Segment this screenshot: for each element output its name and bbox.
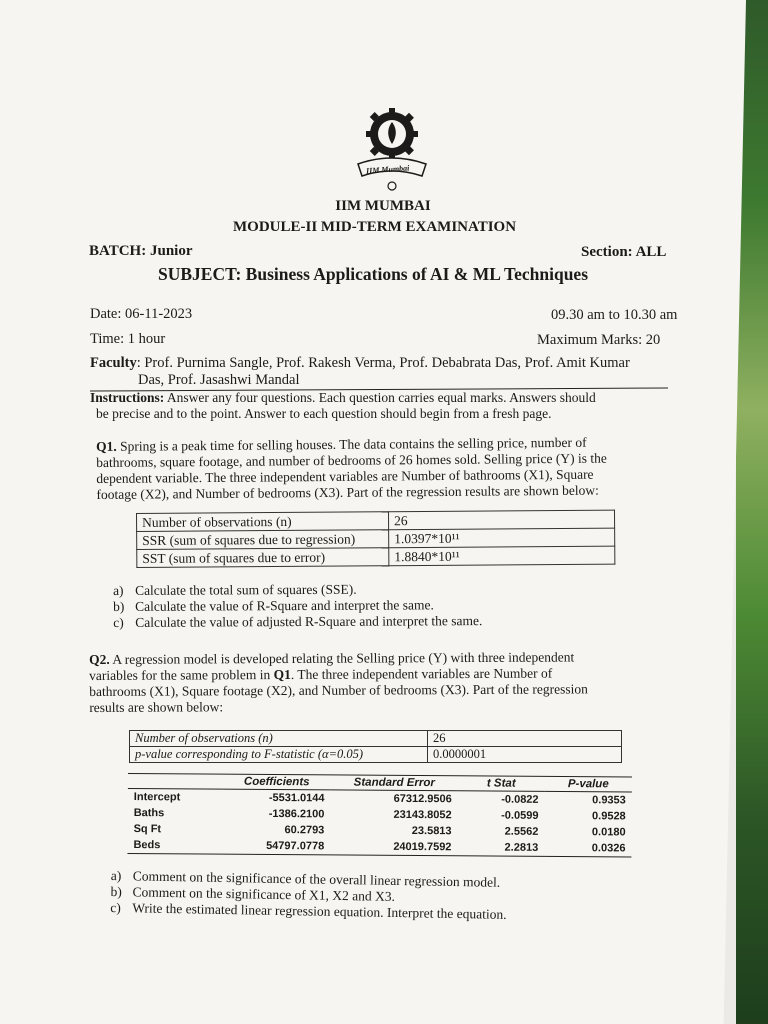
table-row: p-value corresponding to F-statistic (α=0.05) 0.0000001 — [130, 747, 622, 763]
batch-label: BATCH: Junior — [89, 243, 193, 259]
institute-name: IIM MUMBAI — [335, 198, 431, 214]
faculty-names-1: : Prof. Purnima Sangle, Prof. Rakesh Verma, Prof. Debabrata Das, Prof. Amit Kumar — [136, 355, 630, 371]
list-item: c) Calculate the value of adjusted R-Square and interpret the same. — [113, 613, 483, 630]
maximum-marks: Maximum Marks: 20 — [537, 332, 661, 348]
table-row: Sq Ft 60.2793 23.5813 2.5562 0.0180 — [133, 823, 626, 839]
q1-summary-table — [136, 510, 615, 568]
faculty-label: Faculty — [90, 355, 137, 371]
regression-table — [127, 773, 632, 858]
table-row: Number of observations (n) 26 — [130, 731, 622, 747]
table-row: SSR (sum of squares due to regression) 1.0397*10¹¹ — [137, 528, 615, 549]
exam-time-slot: 09.30 am to 10.30 am — [551, 307, 678, 323]
logo-banner-text: IIM Mumbai — [365, 163, 410, 176]
exam-title: MODULE-II MID-TERM EXAMINATION — [233, 219, 517, 235]
q1-text: Q1. Spring is a peak time for selling houses. The data contains the selling price, number of bathrooms, square footage, and number of bedrooms of 26 homes sold. Selling price (Y) is the dependent variable. The three independent variables are Number of bathrooms (X1), Square footage (X2), and Number of bedrooms (X3). Part of the regression results are shown below: — [96, 434, 607, 502]
q2-label: Q2. — [89, 651, 110, 667]
q1-label: Q1. — [96, 438, 117, 454]
exam-date: Date: 06-11-2023 — [90, 306, 193, 322]
list-item: b) Calculate the value of R-Square and interpret the same. — [113, 597, 434, 614]
faculty-line-1 — [90, 355, 630, 372]
instructions-label: Instructions: — [90, 390, 165, 405]
list-item: a) Comment on the significance of the overall linear regression model. — [110, 868, 501, 890]
table-row: Beds 54797.0778 24019.7592 2.2813 0.0326 — [127, 837, 631, 857]
institute-logo — [352, 104, 432, 192]
table-row: Intercept -5531.0144 67312.9506 -0.0822 0.9353 — [133, 791, 626, 807]
faculty-line-2: Das, Prof. Jasashwi Mandal — [138, 372, 300, 388]
instructions-line-1: Instructions: Answer any four questions. Each question carries equal marks. Answers should — [90, 390, 596, 405]
q2-text: Q2. A regression model is developed relating the Selling price (Y) with three independent variables for the same problem in Q1. The three independent variables are Number of bathrooms (X1), Square footage (X2), and Number of bedrooms (X3). Part of the regression results are shown below: — [89, 649, 588, 715]
exam-duration: Time: 1 hour — [90, 331, 166, 347]
table-header-row: Coefficients Standard Error t Stat P-value — [128, 774, 632, 793]
list-item: b) Comment on the significance of X1, X2 and X3. — [110, 883, 396, 904]
list-item: c) Write the estimated linear regression equation. Interpret the equation. — [110, 899, 507, 922]
instructions-line-2: be precise and to the point. Answer to each question should begin from a fresh page. — [96, 406, 552, 421]
table-row: SST (sum of squares due to error) 1.8840*10¹¹ — [137, 546, 615, 567]
section-label: Section: ALL — [581, 244, 667, 260]
table-row: Number of observations (n) 26 — [137, 510, 615, 531]
q2-summary-table — [129, 730, 622, 763]
list-item: a) Calculate the total sum of squares (SSE). — [113, 581, 357, 598]
q1-parts — [113, 581, 482, 631]
q2-parts — [110, 868, 507, 923]
subject-title: SUBJECT: Business Applications of AI & ML Techniques — [158, 264, 589, 284]
table-row: Baths -1386.2100 23143.8052 -0.0599 0.9528 — [133, 807, 626, 823]
